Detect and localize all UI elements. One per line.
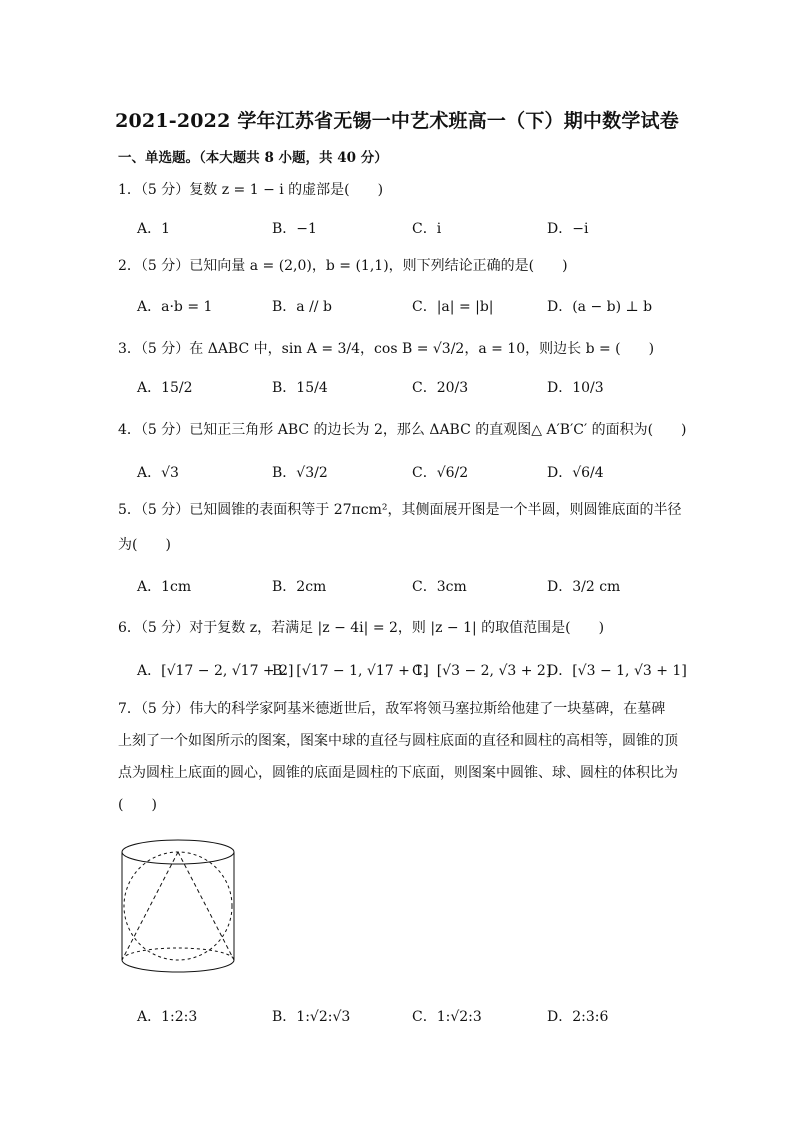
page-title: 2021-2022 学年江苏省无锡一中艺术班高一（下）期中数学试卷: [115, 110, 679, 132]
cylinder-bottom-back: [122, 948, 234, 960]
cylinder-bottom-front: [122, 960, 234, 972]
q7-option-b[interactable]: B．1:√2:√3: [272, 1009, 351, 1025]
cone-left-edge: [122, 852, 178, 960]
q2-option-c[interactable]: C．|a| = |b|: [412, 299, 494, 315]
q5-option-b[interactable]: B．2cm: [272, 579, 327, 595]
q2-option-d[interactable]: D．(a − b) ⊥ b: [547, 299, 653, 315]
question-1: 1．（5 分）复数 z = 1 − i 的虚部是( ): [118, 182, 384, 198]
q5-option-a[interactable]: A．1cm: [137, 579, 192, 595]
archimedes-tombstone-figure: [118, 828, 243, 988]
cone-right-edge: [178, 852, 234, 960]
sphere-outline: [124, 852, 232, 960]
q7-option-c[interactable]: C．1:√2:3: [412, 1009, 482, 1025]
q1-option-d[interactable]: D．−i: [547, 221, 589, 237]
q7-option-d[interactable]: D．2:3:6: [547, 1009, 609, 1025]
question-2: 2．（5 分）已知向量 a = (2,0)，b = (1,1)，则下列结论正确的是( ): [118, 258, 568, 274]
q6-option-d[interactable]: D．[√3 − 1, √3 + 1]: [547, 663, 687, 679]
question-4: 4．（5 分）已知正三角形 ABC 的边长为 2，那么 ΔABC 的直观图△ A′B′C′ 的面积为( ): [118, 422, 687, 438]
question-7: 7．（5 分）伟大的科学家阿基米德逝世后，敌军将领马塞拉斯给他建了一块墓碑，在墓碑上刻了一个如图所示的图案，图案中球的直径与圆柱底面的直径和圆柱的高相等，圆锥的顶点为圆柱上底面的圆心，圆锥的底面是圆柱的下底面，则图案中圆锥、球、圆柱的体积比为( ): [118, 701, 678, 813]
q6-option-b[interactable]: B．[√17 − 1, √17 + 1]: [272, 663, 429, 679]
q3-option-c[interactable]: C．20/3: [412, 380, 469, 396]
q5-option-d[interactable]: D．3/2 cm: [547, 579, 621, 595]
q1-option-b[interactable]: B．−1: [272, 221, 317, 237]
question-5-line-1: 5．（5 分）已知圆锥的表面积等于 27πcm²，其侧面展开图是一个半圆，则圆锥底面的半径: [118, 502, 682, 518]
q5-option-c[interactable]: C．3cm: [412, 579, 467, 595]
question-5-line-2: 为( ): [118, 537, 171, 553]
q4-option-b[interactable]: B．√3/2: [272, 465, 328, 481]
q6-option-a[interactable]: A．[√17 − 2, √17 + 2]: [137, 663, 294, 679]
q2-option-b[interactable]: B．a // b: [272, 299, 332, 315]
q3-option-a[interactable]: A．15/2: [137, 380, 193, 396]
q1-option-c[interactable]: C．i: [412, 221, 442, 237]
question-6: 6．（5 分）对于复数 z，若满足 |z − 4i| = 2，则 |z − 1| 的取值范围是( ): [118, 620, 605, 636]
q7-option-a[interactable]: A．1:2:3: [137, 1009, 198, 1025]
q4-option-c[interactable]: C．√6/2: [412, 465, 469, 481]
q3-option-b[interactable]: B．15/4: [272, 380, 328, 396]
question-3: 3．（5 分）在 ΔABC 中，sin A = 3/4，cos B = √3/2，a = 10，则边长 b = ( ): [118, 341, 655, 357]
section-heading: 一、单选题。（本大题共 8 小题，共 40 分）: [118, 150, 388, 166]
q3-option-d[interactable]: D．10/3: [547, 380, 604, 396]
q2-option-a[interactable]: A．a·b = 1: [137, 299, 213, 315]
q4-option-d[interactable]: D．√6/4: [547, 465, 604, 481]
q6-option-c[interactable]: C．[√3 − 2, √3 + 2]: [412, 663, 552, 679]
q4-option-a[interactable]: A．√3: [137, 465, 179, 481]
q1-option-a[interactable]: A．1: [137, 221, 171, 237]
